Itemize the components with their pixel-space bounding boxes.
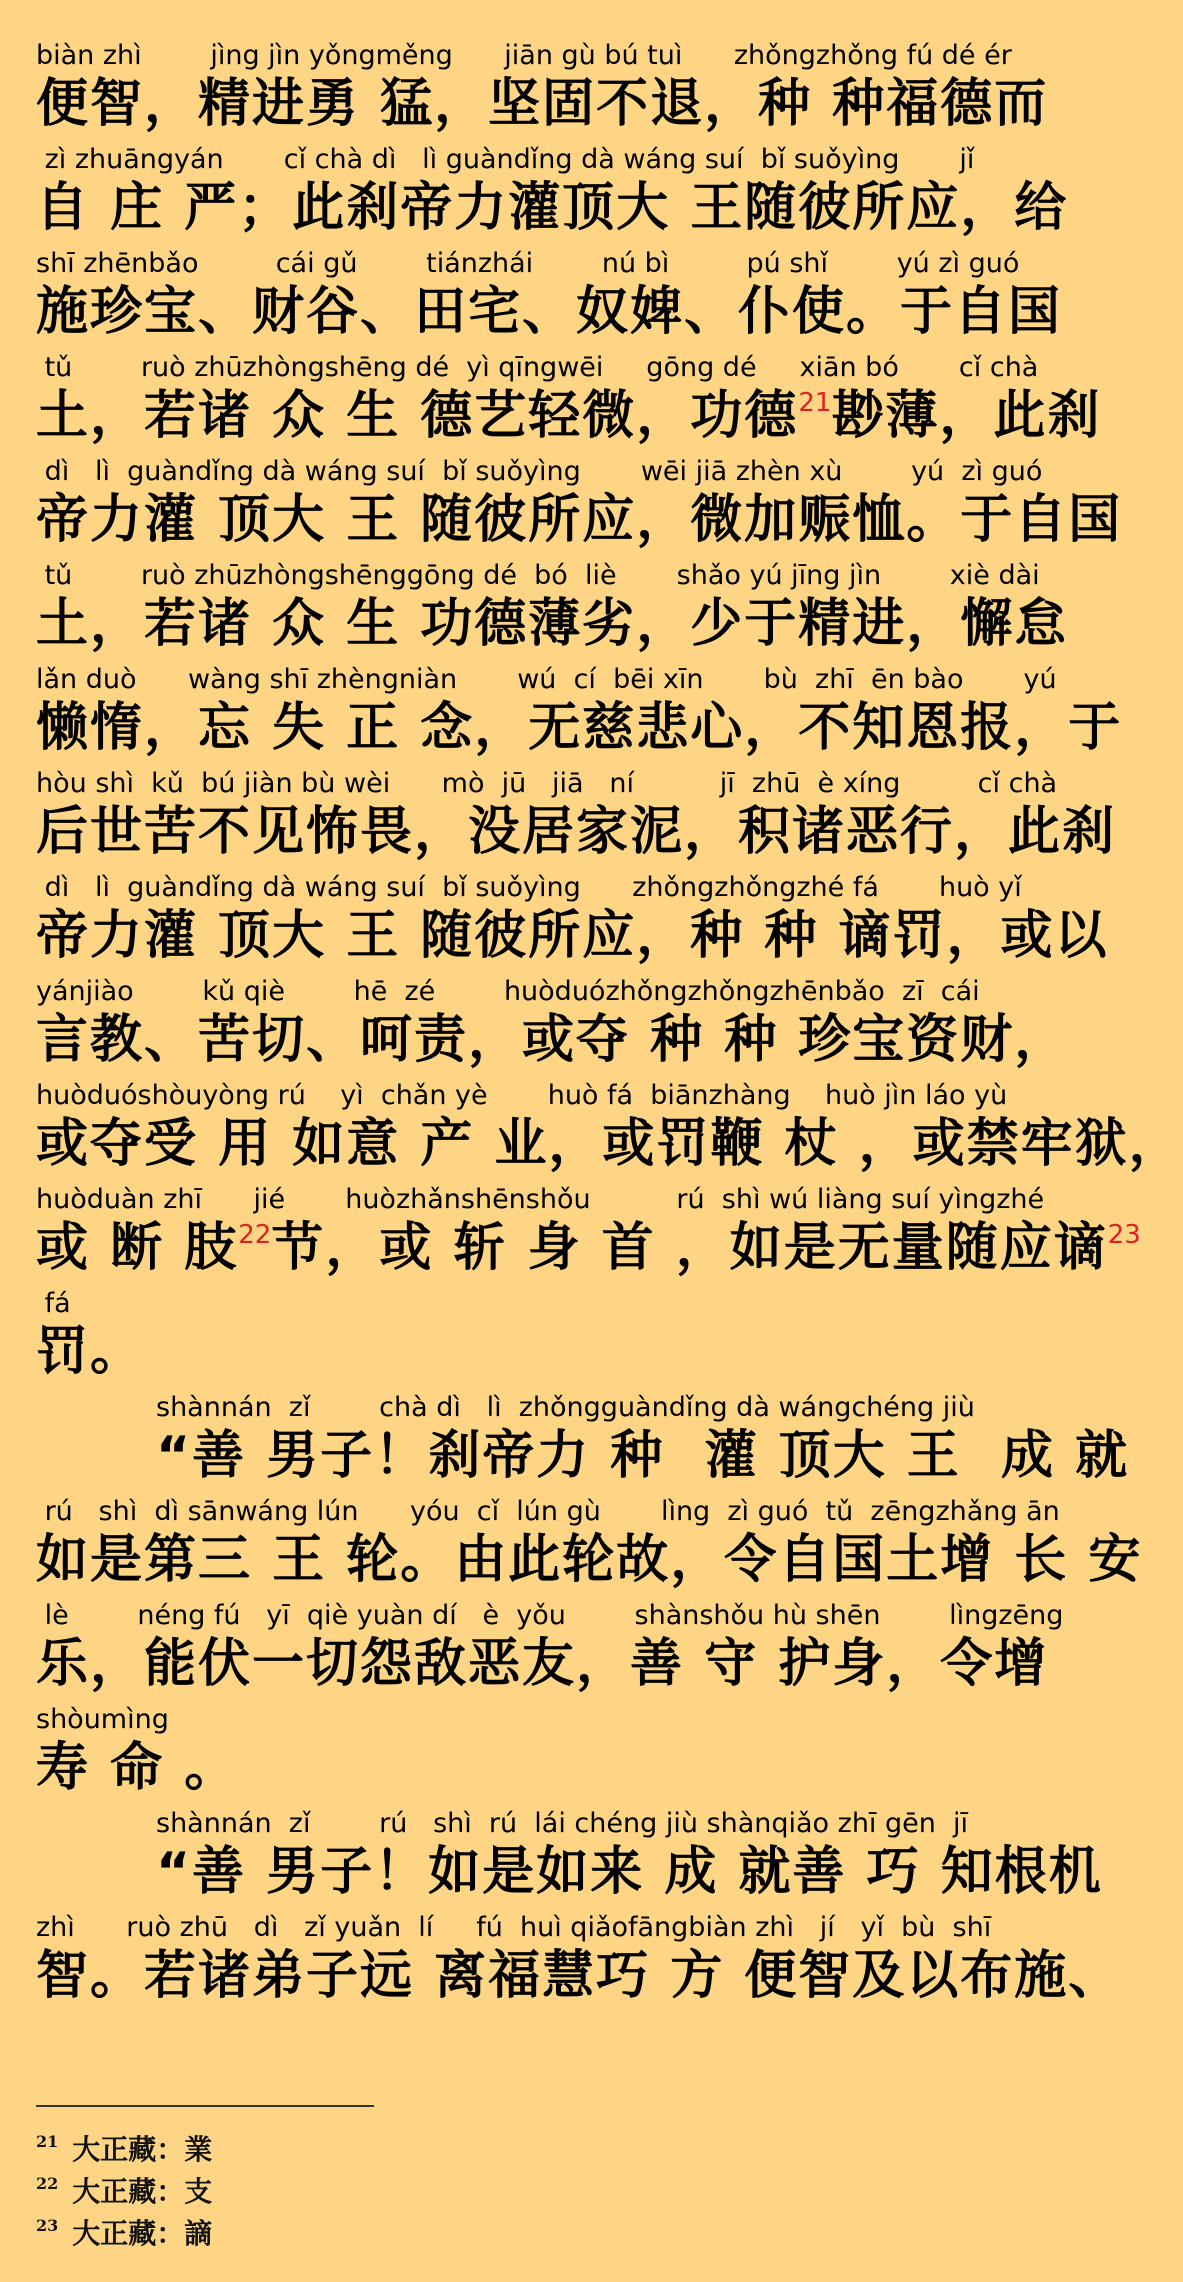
pinyin-line: shànnán zǐ chà dì lì zhǒngguàndǐng dà wángchéng jiù [156, 1392, 975, 1423]
hanzi-text: 自 庄 严；此刹帝力灌顶大 王随彼所应，给 [36, 178, 1069, 238]
hanzi-text: “善 男子！刹帝力 种 灌 顶大 王 成 就 [156, 1426, 1130, 1486]
pinyin-line: huòduàn zhī jié huòzhǎnshēnshǒu rú shì wú liàng suí yìngzhé [36, 1184, 1045, 1215]
hanzi-text: 土，若诸 众 生 德艺轻微，功德 [36, 386, 799, 446]
verse-line [36, 248, 1063, 346]
hanzi-line [36, 1114, 1183, 1178]
hanzi-text: 寿 命 。 [36, 1738, 239, 1798]
hanzi-text: 后世苦不见怖畏，没居家泥，积诸恶行，此刹 [36, 802, 1117, 862]
pinyin-line: dì lì guàndǐng dà wáng suí bǐ suǒyìng zhǒngzhǒngzhé fá huò yǐ [36, 872, 1022, 903]
hanzi-line [36, 1010, 1069, 1074]
hanzi-line [36, 490, 1123, 554]
verse-line [36, 1704, 1046, 1802]
hanzi-line [36, 1530, 1143, 1594]
pinyin-line: zhì ruò zhū dì zǐ yuǎn lí fú huì qiǎofāngbiàn zhì jí yǐ bù shī [36, 1912, 992, 1943]
verse-line [36, 872, 1109, 970]
hanzi-line [36, 1322, 1046, 1386]
pinyin-line: lè néng fú yī qiè yuàn dí è yǒu shànshǒu hù shēn lìngzēng [36, 1600, 1064, 1631]
pinyin-line: shī zhēnbǎo cái gǔ tiánzhái nú bì pú shǐ yú zì guó [36, 248, 1020, 279]
pinyin-line: hòu shì kǔ bú jiàn bù wèi mò jū jiā ní jī zhū è xíng cǐ chà [36, 768, 1058, 799]
hanzi-line [36, 698, 1123, 762]
verse-line [36, 976, 1069, 1074]
hanzi-line [36, 1946, 1123, 2010]
hanzi-line [156, 1426, 1130, 1490]
hanzi-text: 施珍宝、财谷、田宅、奴婢、仆使。于自国 [36, 282, 1063, 342]
hanzi-line [36, 178, 1069, 242]
verse-line [36, 352, 1102, 450]
pinyin-line: fá [36, 1288, 71, 1319]
hanzi-line [36, 594, 1069, 658]
footnote-text: 大正藏：支 [72, 2175, 213, 2208]
footnote-item [36, 2167, 212, 2209]
footnote-text: 大正藏：業 [72, 2133, 213, 2166]
verse-line [36, 456, 1123, 554]
verse-line [156, 1392, 1130, 1490]
hanzi-line [36, 906, 1109, 970]
verse-line [36, 1288, 1046, 1386]
verse-line [36, 768, 1117, 866]
hanzi-line [36, 282, 1063, 346]
pinyin-line: shòumìng [36, 1704, 169, 1735]
hanzi-text: 帝力灌 顶大 王 随彼所应，微加赈恤。于自国 [36, 490, 1123, 550]
hanzi-text: 或 断 肢 [36, 1218, 239, 1278]
verse-line [36, 1600, 1064, 1698]
footnote-ref[interactable]: 22 [238, 1220, 272, 1250]
hanzi-line [156, 1842, 1103, 1906]
hanzi-line [36, 802, 1117, 866]
hanzi-line [36, 386, 1102, 450]
footnote-item [36, 2125, 212, 2167]
hanzi-text: 懒惰，忘 失 正 念，无慈悲心，不知恩报，于 [36, 698, 1123, 758]
hanzi-text: 乐，能伏一切怨敌恶友，善 守 护身，令增 [36, 1634, 1049, 1694]
hanzi-text: 便智，精进勇 猛，坚固不退，种 种福德而 [36, 74, 1049, 134]
pinyin-line: zì zhuāngyán cǐ chà dì lì guàndǐng dà wáng suí bǐ suǒyìng jǐ [36, 144, 975, 175]
hanzi-line [36, 1218, 1141, 1282]
verse-line [36, 144, 1069, 242]
pinyin-line: tǔ ruò zhūzhòngshēng dé yì qīngwēi gōng dé xiān bó cǐ chà [36, 352, 1039, 383]
hanzi-text: 罚。 [36, 1322, 145, 1382]
footnote-item [36, 2209, 212, 2251]
pinyin-line: rú shì dì sānwáng lún yóu cǐ lún gù lìng zì guó tǔ zēngzhǎng ān [36, 1496, 1060, 1527]
pinyin-line: shànnán zǐ rú shì rú lái chéng jiù shànqiǎo zhī gēn jī [156, 1808, 969, 1839]
hanzi-text: 尠薄，此刹 [831, 386, 1102, 446]
footnote-number: 21 [36, 2132, 59, 2151]
hanzi-text: 节，或 斩 身 首 ，如是无量随应谪 [271, 1218, 1108, 1278]
pinyin-line: lǎn duò wàng shī zhèngniàn wú cí bēi xīn bù zhī ēn bào yú [36, 664, 1057, 695]
footnote-number: 22 [36, 2174, 59, 2193]
pinyin-line: biàn zhì jìng jìn yǒngměng jiān gù bú tuì zhǒngzhǒng fú dé ér [36, 40, 1012, 71]
hanzi-line [36, 1634, 1049, 1698]
hanzi-text: 帝力灌 顶大 王 随彼所应，种 种 谪罚，或以 [36, 906, 1109, 966]
hanzi-line [36, 1738, 1046, 1802]
hanzi-text: 智。若诸弟子远 离福慧巧 方 便智及以布施、 [36, 1946, 1123, 2006]
verse-line [36, 1496, 1143, 1594]
verse-line [156, 1808, 1103, 1906]
verse-line [36, 1912, 1123, 2010]
footnote-text: 大正藏：謫 [72, 2217, 213, 2250]
hanzi-text: 土，若诸 众 生 功德薄劣，少于精进，懈怠 [36, 594, 1069, 654]
pinyin-line: yánjiào kǔ qiè hē zé huòduózhǒngzhǒngzhēnbǎo zī cái [36, 976, 980, 1007]
hanzi-text: 如是第三 王 轮。由此轮故，令自国土增 长 安 [36, 1530, 1143, 1590]
footnote-divider [36, 2105, 374, 2107]
hanzi-text: 言教、苦切、呵责，或夺 种 种 珍宝资财， [36, 1010, 1069, 1070]
verse-line [36, 1080, 1183, 1178]
pinyin-line: dì lì guàndǐng dà wáng suí bǐ suǒyìng wēi jiā zhèn xù yú zì guó [36, 456, 1043, 487]
footnote-number: 23 [36, 2216, 59, 2235]
footnote-ref[interactable]: 23 [1107, 1220, 1141, 1250]
hanzi-text: 或夺受 用 如意 产 业，或罚鞭 杖 ，或禁牢狱， [36, 1114, 1183, 1174]
verse-line [36, 664, 1123, 762]
hanzi-line [36, 74, 1049, 138]
verse-line [36, 1184, 1141, 1282]
footnote-ref[interactable]: 21 [798, 388, 832, 418]
verse-line [36, 40, 1049, 138]
pinyin-line: huòduóshòuyòng rú yì chǎn yè huò fá biānzhàng huò jìn láo yù [36, 1080, 1008, 1111]
hanzi-text: “善 男子！如是如来 成 就善 巧 知根机 [156, 1842, 1103, 1902]
pinyin-line: tǔ ruò zhūzhòngshēnggōng dé bó liè shǎo yú jīng jìn xiè dài [36, 560, 1040, 591]
verse-line [36, 560, 1069, 658]
